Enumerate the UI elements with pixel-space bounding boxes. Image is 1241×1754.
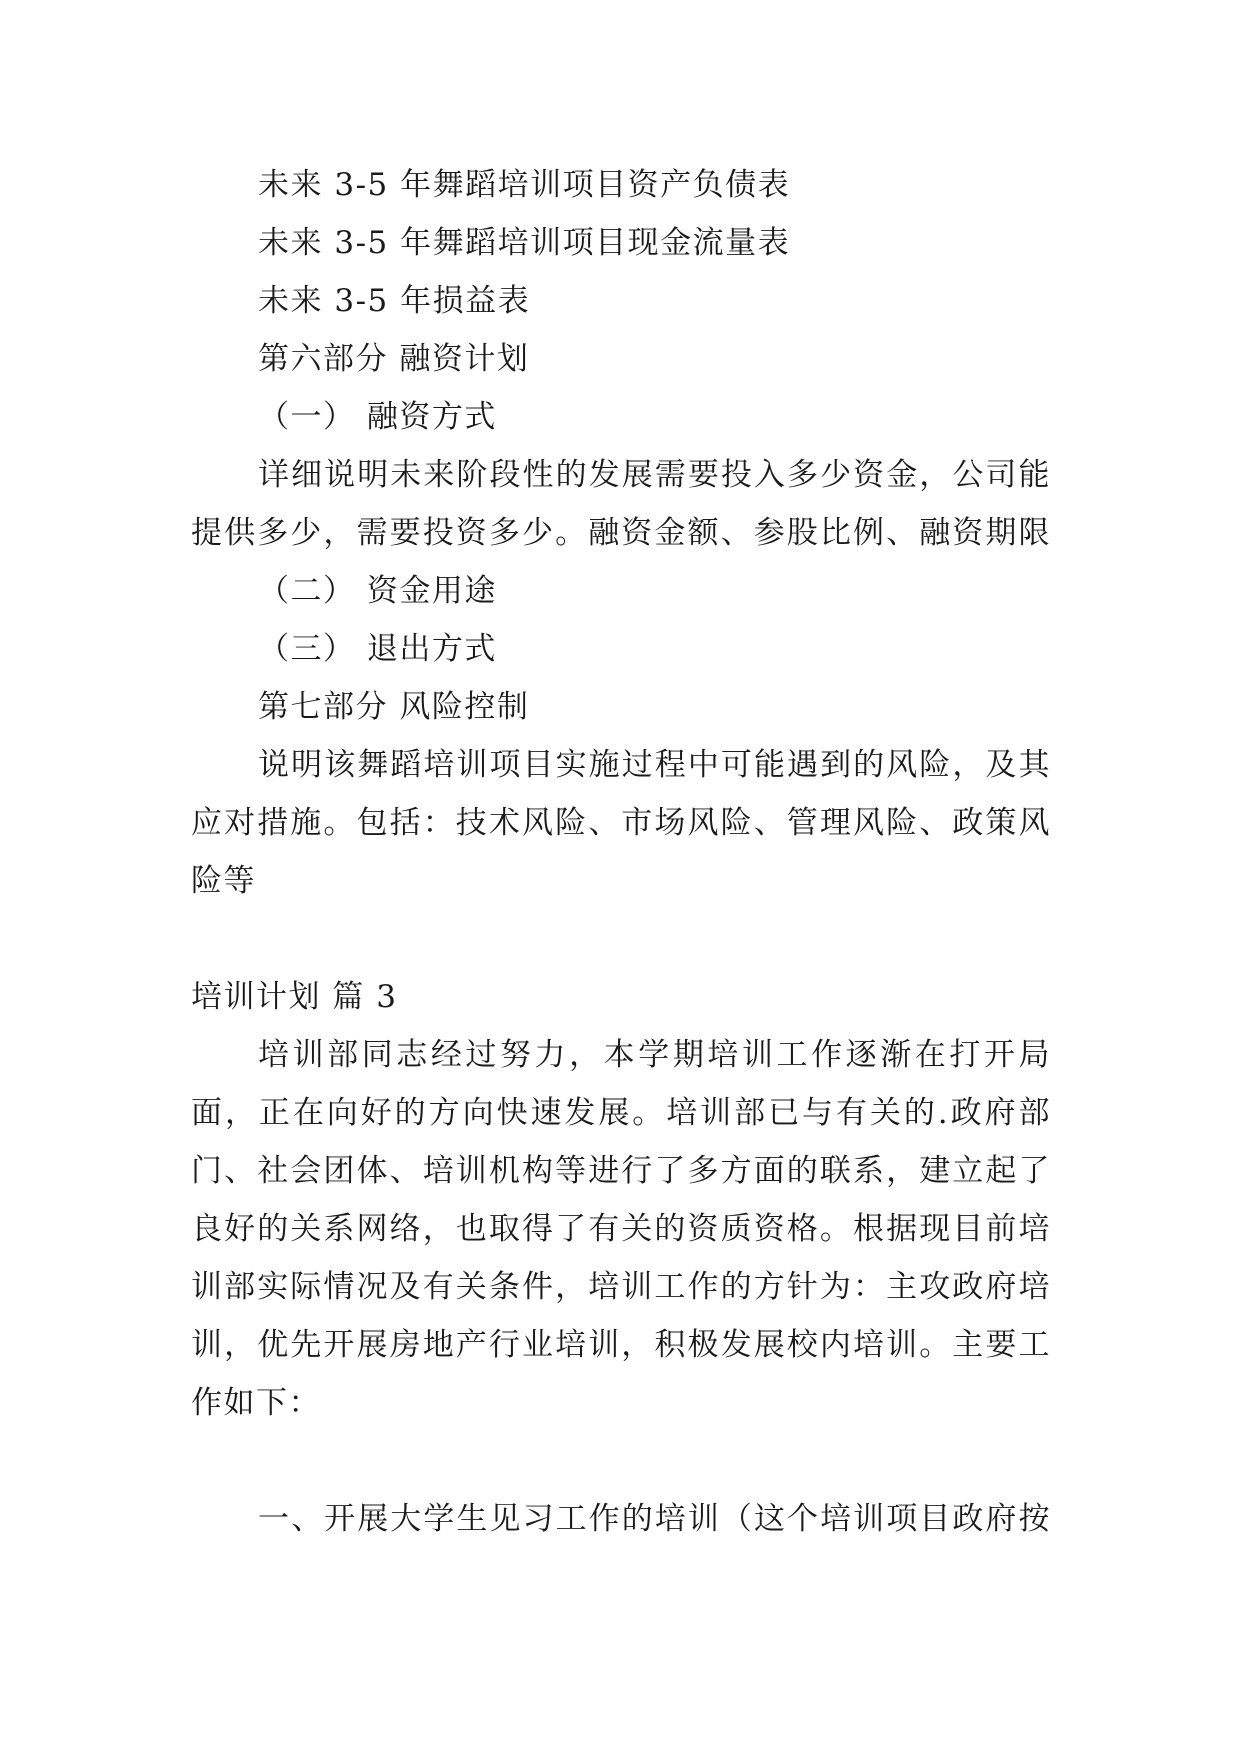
subheading-exit-method: （三） 退出方式 xyxy=(258,631,497,667)
paragraph-line: 良好的关系网络，也取得了有关的资质资格。根据现目前培 xyxy=(191,1211,1051,1247)
section-heading-risk-control: 第七部分 风险控制 xyxy=(258,689,530,725)
paragraph-line: 详细说明未来阶段性的发展需要投入多少资金，公司能 xyxy=(258,457,1051,493)
paragraph-line: 面，正在向好的方向快速发展。培训部已与有关的.政府部 xyxy=(191,1095,1051,1131)
paragraph-line: 说明该舞蹈培训项目实施过程中可能遇到的风险，及其 xyxy=(258,747,1051,783)
list-item-heading: 一、开展大学生见习工作的培训（这个培训项目政府按 xyxy=(258,1501,1051,1537)
subheading-financing-method: （一） 融资方式 xyxy=(258,399,497,435)
paragraph-line: 门、社会团体、培训机构等进行了多方面的联系，建立起了 xyxy=(191,1153,1051,1189)
paragraph-line: 应对措施。包括：技术风险、市场风险、管理风险、政策风 xyxy=(191,805,1051,841)
paragraph-line: 培训部同志经过努力，本学期培训工作逐渐在打开局 xyxy=(258,1037,1051,1073)
paragraph-line: 训，优先开展房地产行业培训，积极发展校内培训。主要工 xyxy=(191,1327,1051,1363)
text-line-cash-flow: 未来 3-5 年舞蹈培训项目现金流量表 xyxy=(258,225,791,261)
text-line-income-statement: 未来 3-5 年损益表 xyxy=(258,283,531,319)
paragraph-line: 作如下： xyxy=(191,1385,321,1421)
paragraph-line: 险等 xyxy=(191,863,256,899)
section-heading-financing: 第六部分 融资计划 xyxy=(258,341,530,377)
article-title: 培训计划 篇 3 xyxy=(191,979,398,1015)
paragraph-line: 提供多少，需要投资多少。融资金额、参股比例、融资期限 xyxy=(191,515,1051,551)
text-line-balance-sheet: 未来 3-5 年舞蹈培训项目资产负债表 xyxy=(258,167,791,203)
paragraph-line: 训部实际情况及有关条件，培训工作的方针为：主攻政府培 xyxy=(191,1269,1051,1305)
subheading-fund-usage: （二） 资金用途 xyxy=(258,573,497,609)
